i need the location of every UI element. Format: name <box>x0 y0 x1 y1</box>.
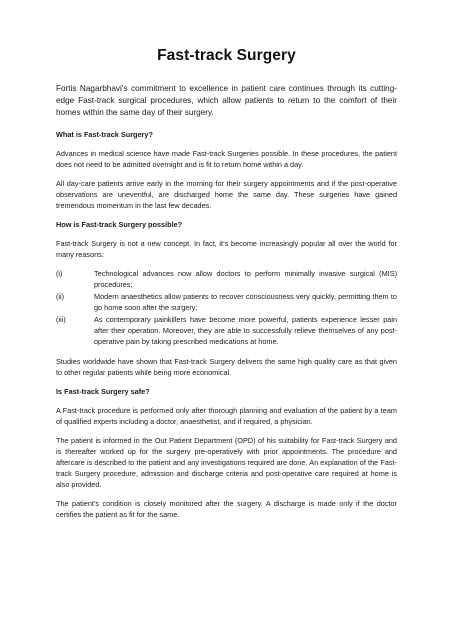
paragraph: The patient is informed in the Out Patient Department (OPD) of his suitability for Fast-track Surgery and is thereafter worked up for the surgery pre-operatively with prior appointments. The procedure and aftercare is described to the patient and any investigations required are done. An explanation of the Fast-track Surgery procedure, admission and discharge criteria and post-operative care required at home is also provided. <box>56 436 397 489</box>
paragraph: A Fast-track procedure is performed only after thorough planning and evaluation of the patient by a team of qualified experts including a doctor, anaesthetist, and if required, a physician. <box>56 406 397 426</box>
list-marker: (iii) <box>56 315 66 324</box>
reasons-list <box>56 268 397 347</box>
paragraph: All day-care patients arrive early in the morning for their surgery appointments and if the post-operative observations are uneventful, are discharged home the same day. These surgeries have gained tremendous momentum in the last few decades. <box>56 179 397 210</box>
list-text: As contemporary painkillers have become more powerful, patients experience lesser pain after their operation. Moreover, they are able to successfully relieve themselves of any post-operative pain by taking prescribed medications at home. <box>94 315 397 346</box>
section-heading-how: How is Fast-track Surgery possible? <box>56 220 183 229</box>
list-marker: (i) <box>56 269 63 278</box>
section-heading-what: What is Fast-track Surgery? <box>56 130 153 139</box>
list-text: Modern anaesthetics allow patients to recover consciousness very quickly, permitting them to go home soon after the surgery; <box>94 292 397 312</box>
list-item <box>56 314 397 347</box>
list-item <box>56 268 397 290</box>
section-heading-safe: Is Fast-track Surgery safe? <box>56 387 150 396</box>
paragraph: Advances in medical science have made Fast-track Surgeries possible. In these procedures, the patient does not need to be admitted overnight and is fit to return home within a day. <box>56 149 397 169</box>
list-item <box>56 291 397 313</box>
paragraph: The patient’s condition is closely monitored after the surgery. A discharge is made only if the doctor certifies the patient as fit for the same. <box>56 499 397 519</box>
intro-paragraph: Fortis Nagarbhavi’s commitment to excellence in patient care continues through its cutting-edge Fast-track surgical procedures, which allow patients to return to the comfort of their homes within the same day of their surgery. <box>56 84 397 117</box>
paragraph: Studies worldwide have shown that Fast-track Surgery delivers the same high quality care as that given to other regular patients while being more economical. <box>56 357 397 377</box>
list-text: Technological advances now allow doctors to perform minimally invasive surgical (MIS) procedures; <box>94 269 397 289</box>
paragraph: Fast-track Surgery is not a new concept. In fact, it’s become increasingly popular all over the world for many reasons: <box>56 239 397 259</box>
list-marker: (ii) <box>56 292 65 301</box>
page-title: Fast-track Surgery <box>157 47 296 64</box>
